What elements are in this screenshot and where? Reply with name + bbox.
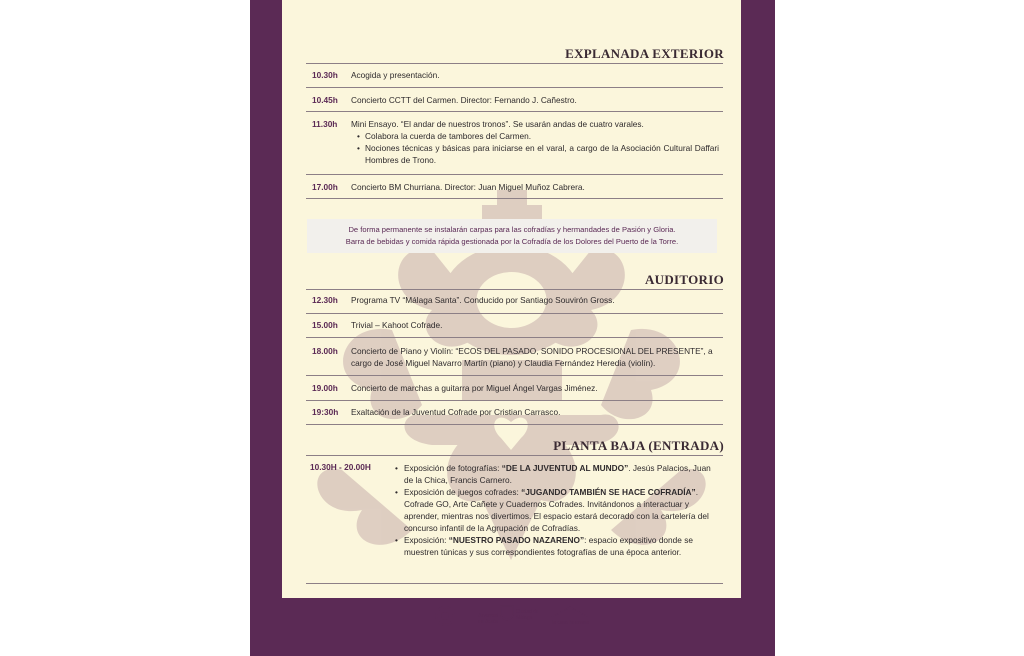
planta-baja-time: 10.30H - 20.00H (310, 462, 371, 472)
section-title-planta-baja: PLANTA BAJA (ENTRADA) (553, 438, 724, 453)
row-time: 12.30h (312, 295, 338, 305)
divider (306, 337, 723, 338)
divider (306, 583, 723, 584)
ciudad-de-malaga-shield-icon (500, 605, 514, 621)
row-text: Acogida y presentación. (351, 70, 440, 80)
exhibition-title: “DE LA JUVENTUD AL MUNDO” (501, 463, 629, 473)
exhibition-label: Exposición de juegos cofrades: (404, 487, 522, 497)
program-content (282, 0, 741, 598)
permanent-notice (307, 219, 717, 253)
row-text: Exaltación de la Juventud Cofrade por Cristian Carrasco. (351, 407, 561, 417)
sponsor-logos (430, 605, 595, 633)
row-text-block (351, 118, 719, 166)
divider (306, 63, 723, 64)
divider (306, 375, 723, 376)
divider (306, 313, 723, 314)
row-time: 10.45h (312, 95, 338, 105)
divider (306, 289, 723, 290)
row-time: 17.00h (312, 182, 338, 192)
exhibition-title: “JUGANDO TAMBIÉN SE HACE COFRADÍA” (521, 487, 696, 497)
section-title-auditorio: AUDITORIO (644, 272, 724, 287)
bullet-item: • Nociones técnicas y básicas para iniciarse en el varal, a cargo de la Asociación Cultural Daffari Hombres de Trono. (365, 142, 719, 166)
row-time: 18.00h (312, 346, 338, 356)
row-text: Concierto BM Churriana. Director: Juan Miguel Muñoz Cabrera. (351, 182, 585, 192)
notice-line: De forma permanente se instalarán carpas para las cofradías y hermandades de Pasión y Gloria. (348, 225, 676, 234)
row-text: Concierto de marchas a guitarra por Miguel Ángel Vargas Jiménez. (351, 383, 598, 393)
section-title-exterior: EXPLANADA EXTERIOR (565, 46, 724, 61)
divider (306, 198, 723, 199)
ciudad-de-malaga-text: Ciudad de Málaga (516, 609, 539, 621)
row-time: 15.00h (312, 320, 338, 330)
notice-line: Barra de bebidas y comida rápida gestionada por la Cofradía de los Dolores del Puerto de la Torre. (345, 237, 679, 246)
exhibition-label: Exposición: (404, 535, 449, 545)
exhibition-item (404, 534, 717, 558)
row-text: Trivial – Kahoot Cofrade. (351, 320, 443, 330)
divider (306, 87, 723, 88)
la-casa-hermandad-logo (550, 605, 592, 633)
divider (306, 174, 723, 175)
row-text: Mini Ensayo. “El andar de nuestros tronos”. Se usarán andas de cuatro varales. (351, 119, 644, 129)
exhibition-detail: . Jesús Palacios, Juan de la Chica, Francis Carnero. (404, 463, 711, 485)
exhibition-item (404, 462, 717, 486)
row-text: Concierto de Piano y Violín: “ECOS DEL PASADO, SONIDO PROCESIONAL DEL PRESENTE”, a cargo de José Miguel Navarro Martín (piano) y Claudia Fernández Heredia (violín). (351, 346, 713, 368)
la-casa-hermandad-text: la casa hermana (552, 620, 589, 626)
exhibition-label: Exposición de fotografías: (404, 463, 502, 473)
row-text: Concierto CCTT del Carmen. Director: Fernando J. Cañestro. (351, 95, 577, 105)
row-time: 19.00h (312, 383, 338, 393)
divider (306, 455, 723, 456)
agrupacion-cofradias-emblem-icon (434, 605, 456, 633)
row-time: 19:30h (312, 407, 339, 417)
row-time: 11.30h (312, 119, 338, 129)
exhibition-item (404, 486, 717, 534)
juventud-cofrade-logo (466, 605, 499, 633)
exhibition-title: “NUESTRO PASADO NAZARENO” (448, 535, 585, 545)
exhibition-detail: : espacio expositivo donde se muestren túnicas y sus correspondientes fotografías de una época anterior. (404, 535, 693, 557)
divider (306, 400, 723, 401)
divider (306, 111, 723, 112)
juventud-cofrade-text: Juventud en Jesús (478, 613, 499, 625)
divider (306, 424, 723, 425)
row-time: 10.30h (312, 70, 338, 80)
ciudad-de-malaga-logo (500, 605, 542, 633)
program-panel (282, 0, 741, 598)
row-text: Programa TV “Málaga Santa”. Conducido por Santiago Souvirón Gross. (351, 295, 615, 305)
la-casa-hermandad-logo-icon (550, 605, 590, 619)
bullet-item: • Colabora la cuerda de tambores del Carmen. (365, 130, 719, 142)
exhibition-detail: . Cofrade GO, Arte Cañete y Cuadernos Cofrades. Invitándonos a interactuar y aprender, mientras nos divertimos. El espacio estará decorado con la cartelería del concurso infantil de la Agrupación de Cofradías. (404, 487, 709, 533)
row-bullets (351, 130, 719, 166)
exhibition-list (404, 462, 717, 558)
juventud-cofrade-cross-icon (466, 605, 476, 627)
